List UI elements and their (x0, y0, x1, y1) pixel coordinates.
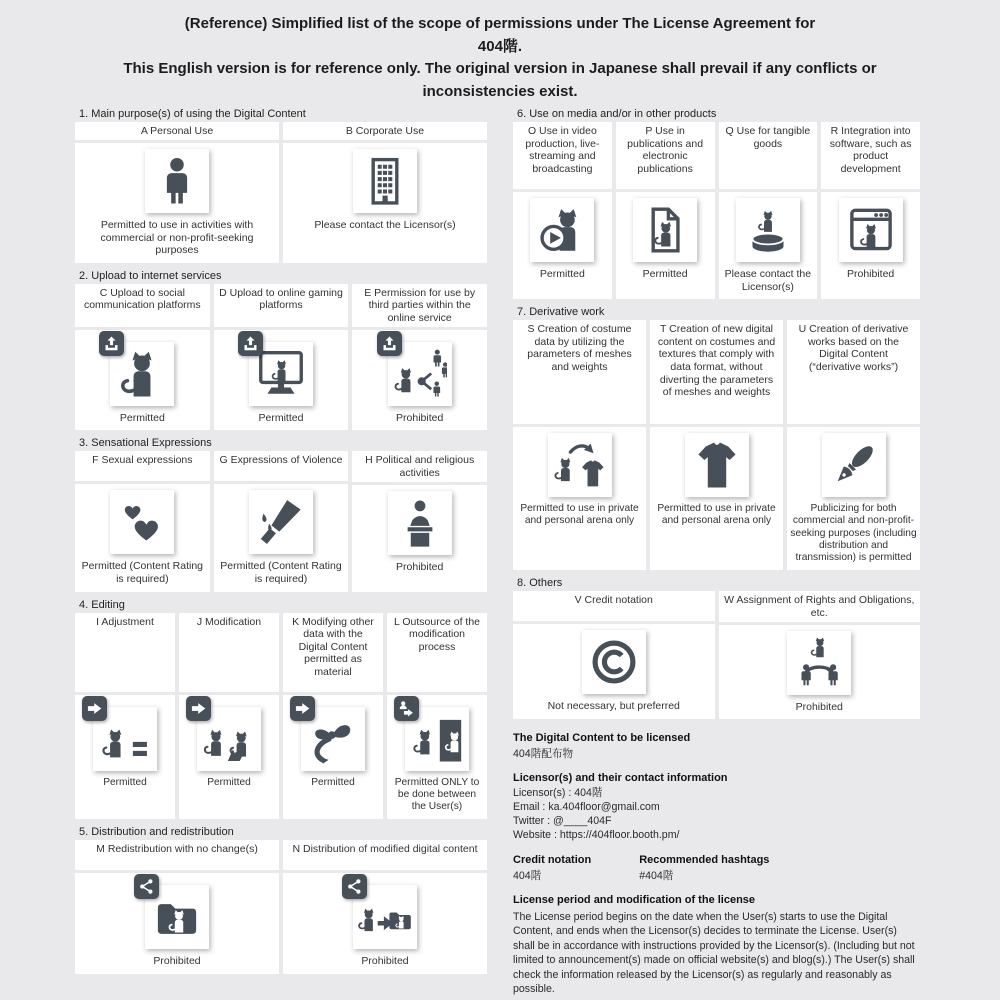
permission-status: Prohibited (846, 268, 895, 280)
license-period-text: The License period begins on the date when the User(s) starts to use the Digital Content, and ends when the Licensor(s) decides to terminate the License. User(s) shall be in accordance with instructions provided by the Licensor(s). (Including but not limited to announcement(s) made on official website(s) and blog(s).) The User(s) shall check the information released by the Licensor(s) as regularly and reasonably as possible. (513, 911, 915, 996)
cat-to-costume-icon (553, 438, 607, 492)
permission-status: Prohibited (396, 411, 444, 424)
permission-status: Please contact the Licensor(s) (724, 268, 812, 293)
card-credit-notation (513, 591, 715, 719)
card-header: P Use in publications and electronic publications (616, 122, 715, 189)
card-new-digital-content (650, 320, 783, 570)
icon-tile (405, 707, 469, 771)
card-rights-assignment (719, 591, 921, 719)
cat-avatar-icon (115, 347, 169, 401)
license-period-heading: License period and modification of the license (513, 893, 756, 906)
card-header: J Modification (179, 613, 279, 692)
permission-status: Permitted to use in private and personal arena only (520, 503, 639, 527)
cat-figurine-icon (741, 203, 795, 257)
card-header: T Creation of new digital content on costumes and textures that comply with data format, without diverting the parameters of meshes and weights (650, 320, 783, 424)
icon-tile (110, 490, 174, 554)
upload-badge-icon (377, 331, 402, 356)
card-header: S Creation of costume data by utilizing the parameters of meshes and weights (513, 320, 646, 424)
icon-tile (530, 198, 594, 262)
icon-tile (822, 433, 886, 497)
card-header: V Credit notation (513, 591, 715, 621)
card-header: U Creation of derivative works based on the Digital Content (“derivative works”) (787, 320, 920, 424)
permission-status: Permitted (103, 776, 147, 788)
card-modify-other-data (283, 613, 383, 820)
section-derivative-work (513, 306, 920, 570)
credit-notation-block (513, 853, 591, 883)
card-upload-gaming (214, 284, 349, 431)
title-line-2: 404階. (477, 37, 523, 55)
hashtags-value: #404階 (639, 869, 674, 882)
upload-badge-icon (99, 331, 124, 356)
cat-in-monitor-icon (254, 347, 308, 401)
share-badge-icon (342, 874, 367, 899)
section-distribution (75, 826, 487, 974)
icon-tile (548, 433, 612, 497)
licensor-heading: Licensor(s) and their contact information (513, 771, 728, 784)
credit-heading: Credit notation (513, 854, 592, 867)
person-icon (150, 154, 204, 208)
card-software-integration (821, 122, 920, 299)
icon-tile (685, 433, 749, 497)
permission-status: Permitted to use in private and personal arena only (657, 503, 776, 527)
card-adjustment (75, 613, 175, 820)
modify-badge-icon (290, 696, 315, 721)
permission-status: Permitted (119, 411, 165, 424)
card-personal-use (75, 122, 279, 263)
icon-tile (249, 342, 313, 406)
section-title: 4. Editing (79, 598, 125, 611)
icon-tile (633, 198, 697, 262)
licensor-website: Website : https://404floor.booth.pm/ (513, 829, 680, 842)
license-info-block (513, 731, 920, 996)
card-header: I Adjustment (75, 613, 175, 692)
section-sensational (75, 437, 487, 591)
licensor-twitter: Twitter : @____404F (513, 815, 612, 828)
card-header: Q Use for tangible goods (719, 122, 818, 189)
card-outsource-modification (387, 613, 487, 820)
card-header: G Expressions of Violence (214, 451, 349, 481)
cat-in-app-window-icon (844, 203, 898, 257)
icon-tile (145, 149, 209, 213)
hearts-icon (115, 495, 169, 549)
card-header: E Permission for use by third parties within the online service (352, 284, 487, 327)
modify-badge-icon (186, 696, 211, 721)
podium-speaker-icon (393, 496, 447, 550)
left-column (75, 108, 487, 981)
section-main-purpose (75, 108, 487, 263)
section-title: 8. Others (517, 577, 563, 590)
permission-status: Permitted (Content Rating is required) (220, 560, 342, 585)
card-redistribution (75, 840, 279, 974)
two-cats-icon (202, 712, 256, 766)
building-icon (358, 154, 412, 208)
card-header: B Corporate Use (283, 122, 487, 140)
section-title: 7. Derivative work (517, 306, 605, 319)
cat-on-page-icon (638, 203, 692, 257)
card-header: H Political and religious activities (352, 451, 487, 481)
licensor-email: Email : ka.404floor@gmail.com (513, 801, 660, 814)
digital-content-heading: The Digital Content to be licensed (513, 732, 691, 745)
icon-tile (110, 342, 174, 406)
card-derivative-works (787, 320, 920, 570)
cat-play-button-icon (535, 203, 589, 257)
section-editing (75, 599, 487, 820)
share-to-third-parties-icon (393, 347, 447, 401)
icon-tile (388, 491, 452, 555)
permission-status: Permitted (311, 776, 355, 788)
permission-status: Permitted to use in activities with commercial or non-profit-seeking purposes (100, 219, 254, 257)
page-title (110, 0, 890, 103)
outsource-cats-icon (410, 712, 464, 766)
fountain-pen-icon (827, 438, 881, 492)
share-badge-icon (134, 874, 159, 899)
icon-tile (301, 707, 365, 771)
icon-tile (249, 490, 313, 554)
card-header: D Upload to online gaming platforms (214, 284, 349, 327)
title-line-1: (Reference) Simplified list of the scope of permissions under The License Agreement for (184, 15, 816, 32)
permission-status: Not necessary, but preferred (547, 700, 680, 713)
section-title: 6. Use on media and/or in other products (517, 108, 717, 120)
section-title: 2. Upload to internet services (79, 269, 222, 282)
card-header: W Assignment of Rights and Obligations, etc. (719, 591, 921, 621)
folder-with-cat-icon (150, 890, 204, 944)
permission-status: Permitted (642, 268, 688, 280)
cat-to-folder-icon (358, 890, 412, 944)
icon-tile (839, 198, 903, 262)
card-publications (616, 122, 715, 299)
section-title: 3. Sensational Expressions (79, 437, 212, 450)
card-upload-social (75, 284, 210, 431)
knife-icon (254, 495, 308, 549)
section-others (513, 577, 920, 719)
right-column (513, 108, 920, 996)
card-header: F Sexual expressions (75, 451, 210, 481)
card-header: N Distribution of modified digital content (283, 840, 487, 870)
icon-tile (736, 198, 800, 262)
permission-status: Permitted (Content Rating is required) (81, 560, 204, 585)
permission-status: Prohibited (361, 955, 409, 968)
card-tangible-goods (719, 122, 818, 299)
section-title: 5. Distribution and redistribution (79, 826, 234, 839)
permission-status: Permitted (258, 411, 304, 424)
card-corporate-use (283, 122, 487, 263)
icon-tile (145, 885, 209, 949)
icon-tile (197, 707, 261, 771)
icon-tile (353, 149, 417, 213)
digital-content-value: 404階配布物 (513, 747, 574, 760)
outsource-badge-icon (394, 696, 419, 721)
title-line-3: This English version is for reference only. The original version in Japanese shall prevail if any conflicts or inconsistencies exist. (123, 60, 877, 100)
card-video-production (513, 122, 612, 299)
card-violence-expressions (214, 451, 349, 591)
card-political-religious (352, 451, 487, 591)
card-third-party-use (352, 284, 487, 431)
copyright-icon (587, 635, 641, 689)
section-media-products (513, 108, 920, 299)
icon-tile (353, 885, 417, 949)
upload-badge-icon (238, 331, 263, 356)
card-modified-distribution (283, 840, 487, 974)
permission-status: Please contact the Licensor(s) (314, 219, 456, 231)
permission-status: Prohibited (795, 700, 843, 713)
icon-tile (787, 631, 851, 695)
card-header: O Use in video production, live-streaming and broadcasting (513, 122, 612, 189)
hashtags-block (639, 853, 769, 883)
card-costume-data (513, 320, 646, 570)
licensor-name: Licensor(s) : 404階 (513, 787, 603, 800)
bow-with-tail-icon (306, 712, 360, 766)
card-header: A Personal Use (75, 122, 279, 140)
permission-status: Permitted (207, 776, 251, 788)
hashtags-heading: Recommended hashtags (639, 854, 770, 867)
permission-status: Permitted (539, 268, 585, 280)
permission-status: Publicizing for both commercial and non-profit-seeking purposes (including distribution and transmission) is permitted (790, 503, 917, 564)
card-modification (179, 613, 279, 820)
cat-equals-icon (98, 712, 152, 766)
card-header: L Outsource of the modification process (387, 613, 487, 692)
section-title: 1. Main purpose(s) of using the Digital Content (79, 108, 306, 120)
section-upload (75, 270, 487, 431)
credit-value: 404階 (513, 869, 542, 882)
costume-icon (690, 438, 744, 492)
card-header: C Upload to social communication platforms (75, 284, 210, 327)
modify-badge-icon (82, 696, 107, 721)
permission-status: Permitted ONLY to be done between the User(s) (394, 776, 480, 813)
card-header: M Redistribution with no change(s) (75, 840, 279, 870)
permission-status: Prohibited (153, 955, 201, 968)
permission-status: Prohibited (396, 560, 444, 573)
card-header: K Modifying other data with the Digital Content permitted as material (283, 613, 383, 692)
icon-tile (582, 630, 646, 694)
card-sexual-expressions (75, 451, 210, 591)
icon-tile (93, 707, 157, 771)
card-header: R Integration into software, such as product development (821, 122, 920, 189)
rights-assignment-icon (792, 636, 846, 690)
icon-tile (388, 342, 452, 406)
